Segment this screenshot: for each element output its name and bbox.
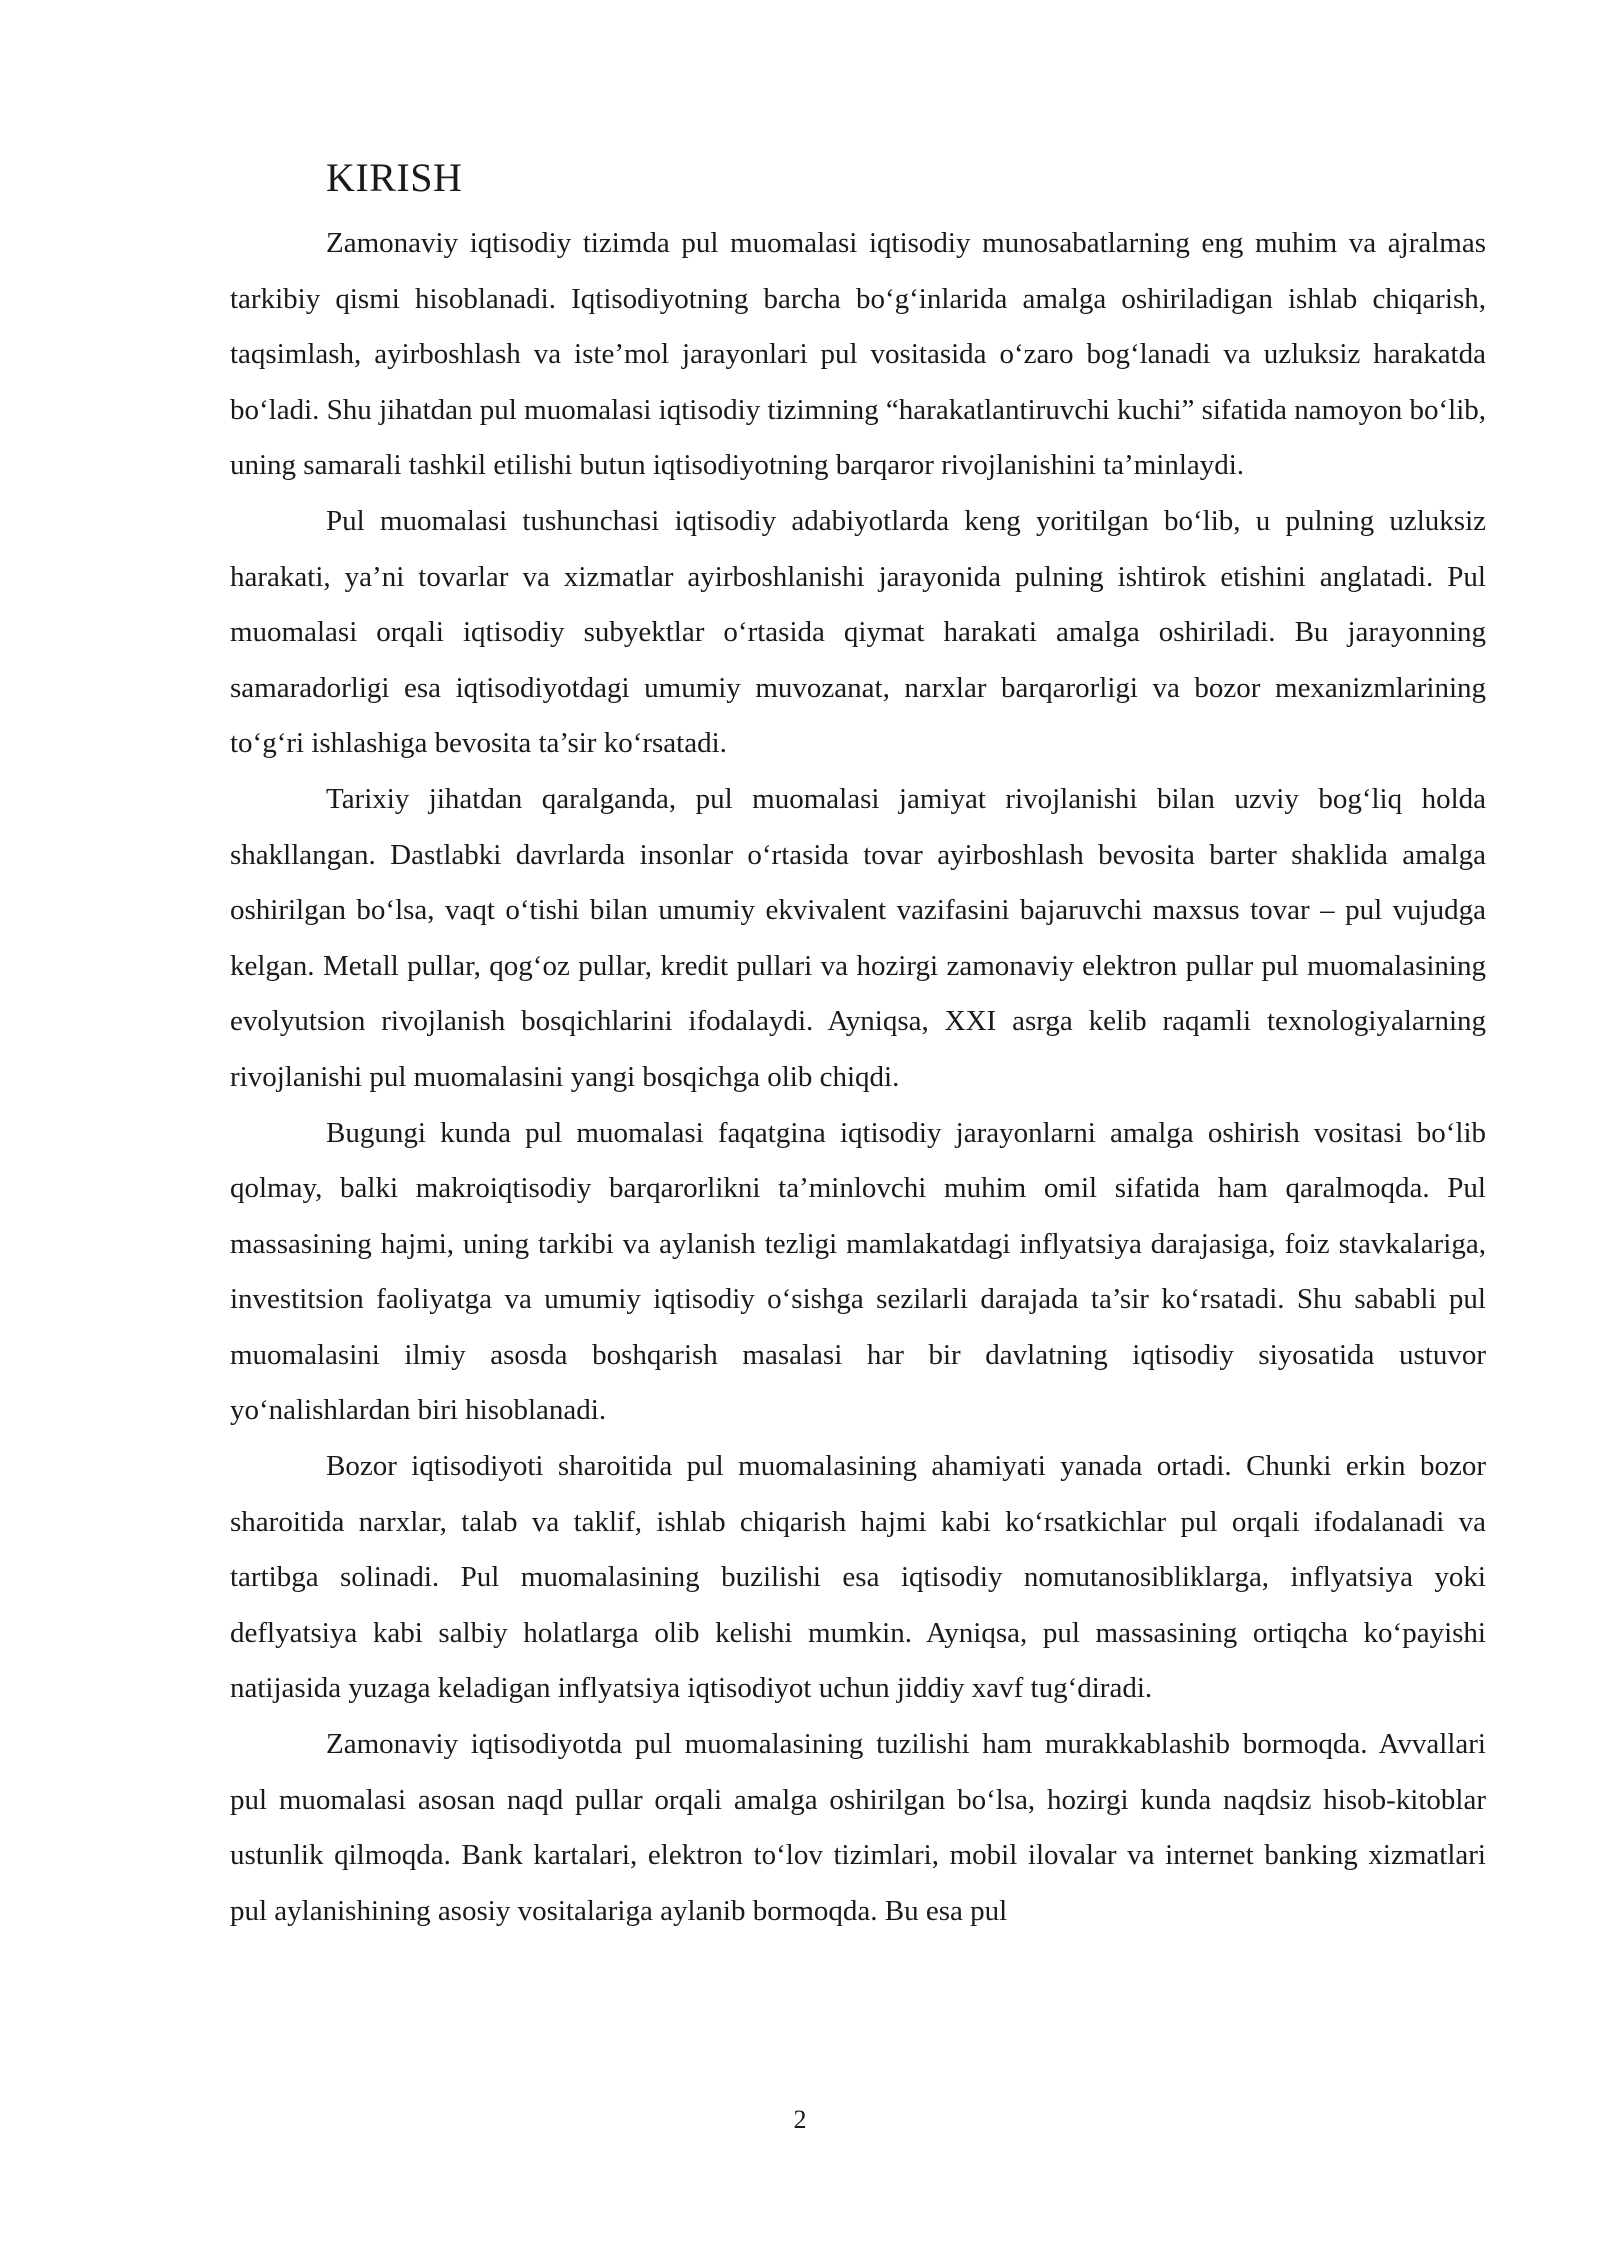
- page-number: 2: [793, 2105, 807, 2134]
- paragraph: Bozor iqtisodiyoti sharoitida pul muomalasining ahamiyati yanada ortadi. Chunki erkin bozor sharoitida narxlar, talab va taklif, ishlab chiqarish hajmi kabi ko‘rsatkichlar pul orqali ifodalanadi va tartibga solinadi. Pul muomalasining buzilishi esa iqtisodiy nomutanosibliklarga, inflyatsiya yoki deflyatsiya kabi salbiy holatlarga olib kelishi mumkin. Ayniqsa, pul massasining ortiqcha ko‘payishi natijasida yuzaga keladigan inflyatsiya iqtisodiyot uchun jiddiy xavf tug‘diradi.: [230, 1450, 1486, 1705]
- paragraph: Zamonaviy iqtisodiy tizimda pul muomalasi iqtisodiy munosabatlarning eng muhim va ajralmas tarkibiy qismi hisoblanadi. Iqtisodiyotning barcha bo‘g‘inlarida amalga oshiriladigan ishlab chiqarish, taqsimlash, ayirboshlash va iste’mol jarayonlari pul vositasida o‘zaro bog‘lanadi va uzluksiz harakatda bo‘ladi. Shu jihatdan pul muomalasi iqtisodiy tizimning “harakatlantiruvchi kuchi” sifatida namoyon bo‘lib, uning samarali tashkil etilishi butun iqtisodiyotning barqaror rivojlanishini ta’minlaydi.: [230, 227, 1486, 482]
- paragraph: Pul muomalasi tushunchasi iqtisodiy adabiyotlarda keng yoritilgan bo‘lib, u pulning uzluksiz harakati, ya’ni tovarlar va xizmatlar ayirboshlanishi jarayonida pulning ishtirok etishini anglatadi. Pul muomalasi orqali iqtisodiy subyektlar o‘rtasida qiymat harakati amalga oshiriladi. Bu jarayonning samaradorligi esa iqtisodiyotdagi umumiy muvozanat, narxlar barqarorligi va bozor mexanizmlarining to‘g‘ri ishlashiga bevosita ta’sir ko‘rsatadi.: [230, 504, 1486, 760]
- section-heading: KIRISH: [326, 155, 463, 200]
- paragraph: Bugungi kunda pul muomalasi faqatgina iqtisodiy jarayonlarni amalga oshirish vositasi bo‘lib qolmay, balki makroiqtisodiy barqarorlikni ta’minlovchi muhim omil sifatida ham qaralmoqda. Pul massasining hajmi, uning tarkibi va aylanish tezligi mamlakatdagi inflyatsiya darajasiga, foiz stavkalariga, investitsion faoliyatga va umumiy iqtisodiy o‘sishga sezilarli darajada ta’sir ko‘rsatadi. Shu sababli pul muomalasini ilmiy asosda boshqarish masalasi har bir davlatning iqtisodiy siyosatida ustuvor yo‘nalishlardan biri hisoblanadi.: [230, 1116, 1486, 1427]
- body-text: [230, 216, 1486, 1939]
- paragraph: Zamonaviy iqtisodiyotda pul muomalasining tuzilishi ham murakkablashib bormoqda. Avvallari pul muomalasi asosan naqd pullar orqali amalga oshirilgan bo‘lsa, hozirgi kunda naqdsiz hisob-kitoblar ustunlik qilmoqda. Bank kartalari, elektron to‘lov tizimlari, mobil ilovalar va internet banking xizmatlari pul aylanishining asosiy vositalariga aylanib bormoqda. Bu esa pul: [230, 1728, 1486, 1927]
- paragraph: Tarixiy jihatdan qaralganda, pul muomalasi jamiyat rivojlanishi bilan uzviy bog‘liq holda shakllangan. Dastlabki davrlarda insonlar o‘rtasida tovar ayirboshlash bevosita barter shaklida amalga oshirilgan bo‘lsa, vaqt o‘tishi bilan umumiy ekvivalent vazifasini bajaruvchi maxsus tovar – pul vujudga kelgan. Metall pullar, qog‘oz pullar, kredit pullari va hozirgi zamonaviy elektron pullar pul muomalasining evolyutsion rivojlanish bosqichlarini ifodalaydi. Ayniqsa, XXI asrga kelib raqamli texnologiyalarning rivojlanishi pul muomalasini yangi bosqichga olib chiqdi.: [230, 782, 1486, 1093]
